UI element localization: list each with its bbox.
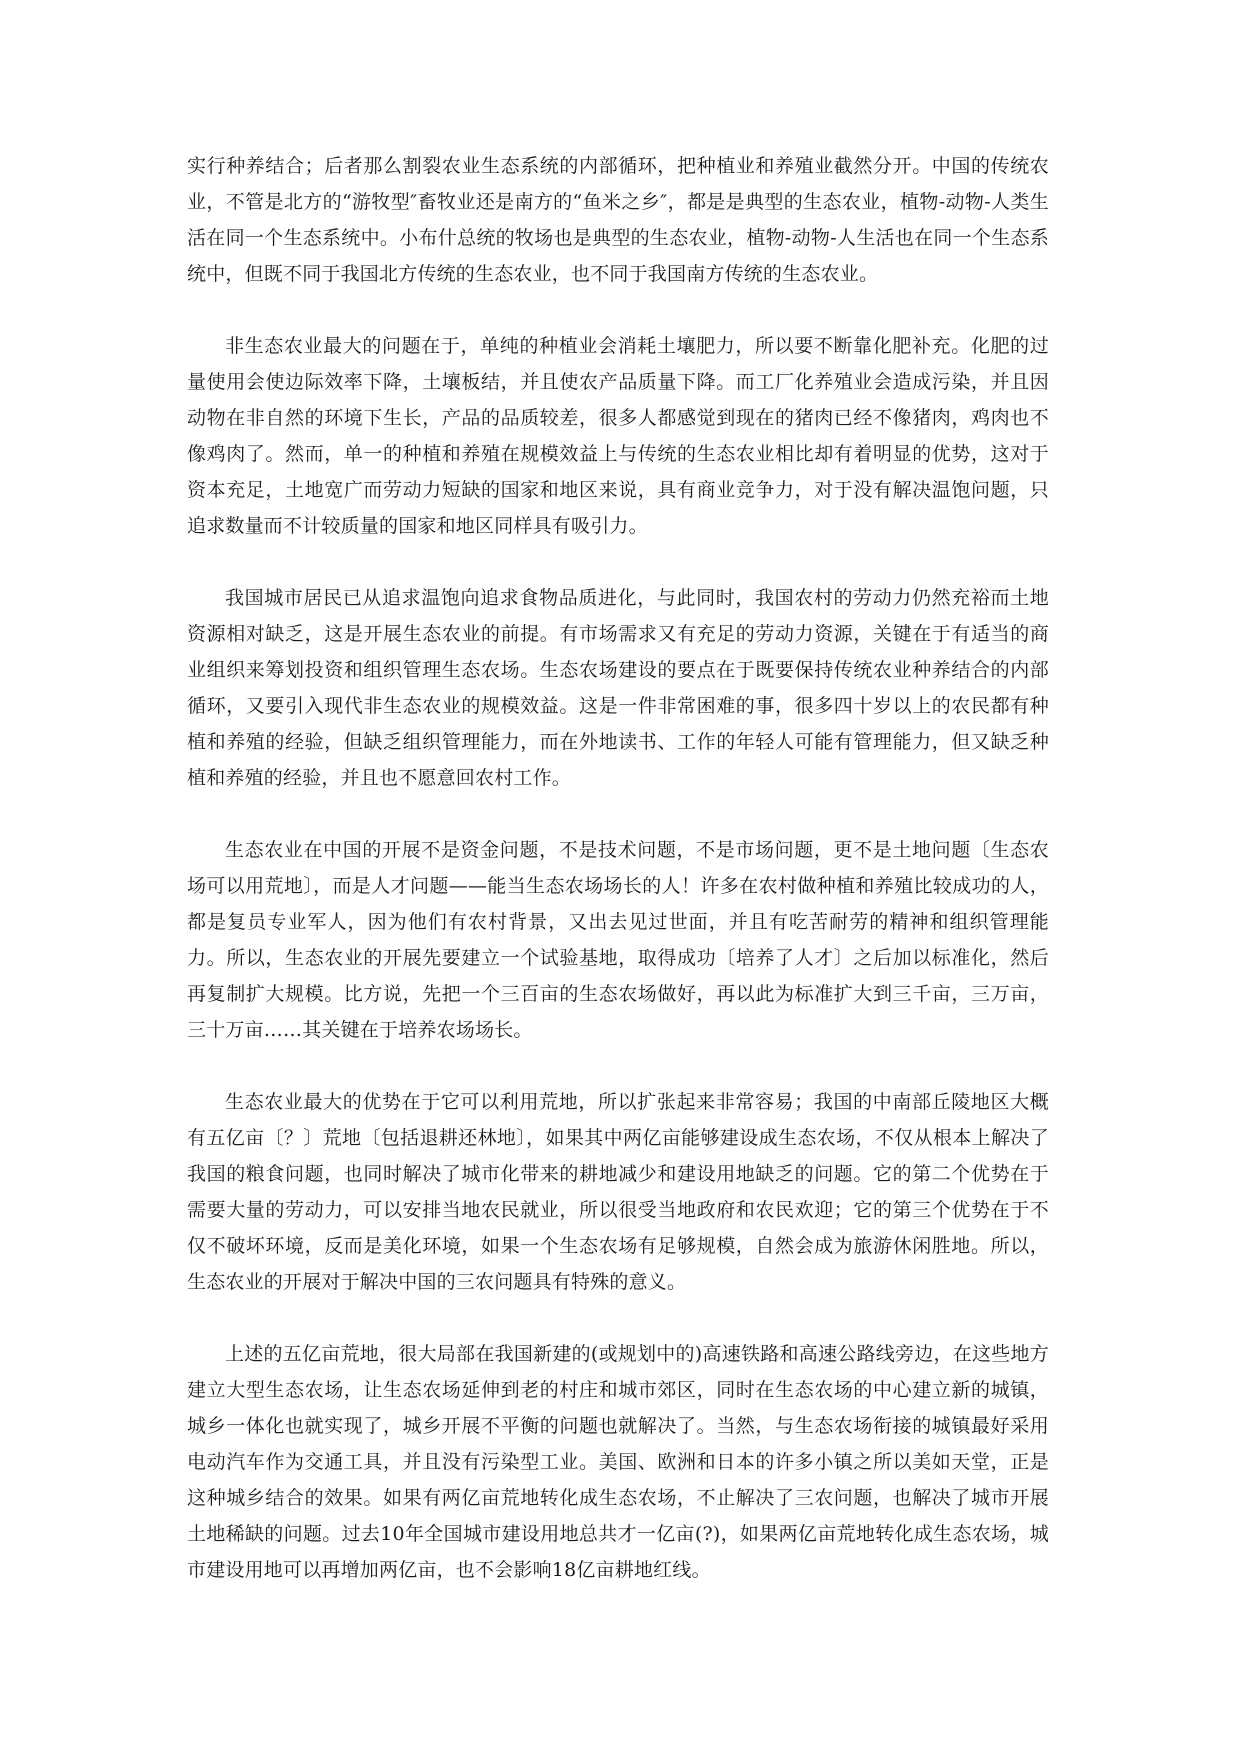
- paragraph-5: 生态农业最大的优势在于它可以利用荒地，所以扩张起来非常容易；我国的中南部丘陵地区大概有五亿亩〔？〕荒地〔包括退耕还林地〕，如果其中两亿亩能够建设成生态农场，不仅从根本上解决了我国的粮食问题，也同时解决了城市化带来的耕地减少和建设用地缺乏的问题。它的第二个优势在于需要大量的劳动力，可以安排当地农民就业，所以很受当地政府和农民欢迎；它的第三个优势在于不仅不破坏环境，反而是美化环境，如果一个生态农场有足够规模，自然会成为旅游休闲胜地。所以，生态农业的开展对于解决中国的三农问题具有特殊的意义。: [187, 1091, 1049, 1293]
- paragraph-4: 生态农业在中国的开展不是资金问题，不是技术问题，不是市场问题，更不是土地问题〔生态农场可以用荒地〕，而是人才问题——能当生态农场场长的人！许多在农村做种植和养殖比较成功的人，都是复员专业军人，因为他们有农村背景，又出去见过世面，并且有吃苦耐劳的精神和组织管理能力。所以，生态农业的开展先要建立一个试验基地，取得成功〔培养了人才〕之后加以标准化，然后再复制扩大规模。比方说，先把一个三百亩的生态农场做好，再以此为标准扩大到三千亩，三万亩，三十万亩……其关键在于培养农场场长。: [187, 839, 1049, 1041]
- paragraph-3: 我国城市居民已从追求温饱向追求食物品质进化，与此同时，我国农村的劳动力仍然充裕而土地资源相对缺乏，这是开展生态农业的前提。有市场需求又有充足的劳动力资源，关键在于有适当的商业组织来筹划投资和组织管理生态农场。生态农场建设的要点在于既要保持传统农业种养结合的内部循环，又要引入现代非生态农业的规模效益。这是一件非常困难的事，很多四十岁以上的农民都有种植和养殖的经验，但缺乏组织管理能力，而在外地读书、工作的年轻人可能有管理能力，但又缺乏种植和养殖的经验，并且也不愿意回农村工作。: [187, 587, 1049, 789]
- paragraph-1: 实行种养结合；后者那么割裂农业生态系统的内部循环，把种植业和养殖业截然分开。中国的传统农业，不管是北方的“游牧型″畜牧业还是南方的“鱼米之乡″，都是是典型的生态农业，植物-动物-人类生活在同一个生态系统中。小布什总统的牧场也是典型的生态农业，植物-动物-人生活也在同一个生态系统中，但既不同于我国北方传统的生态农业，也不同于我国南方传统的生态农业。: [187, 155, 1049, 285]
- paragraph-6: 上述的五亿亩荒地，很大局部在我国新建的(或规划中的)高速铁路和高速公路线旁边，在这些地方建立大型生态农场，让生态农场延伸到老的村庄和城市郊区，同时在生态农场的中心建立新的城镇，城乡一体化也就实现了，城乡开展不平衡的问题也就解决了。当然，与生态农场衔接的城镇最好采用电动汽车作为交通工具，并且没有污染型工业。美国、欧洲和日本的许多小镇之所以美如天堂，正是这种城乡结合的效果。如果有两亿亩荒地转化成生态农场，不止解决了三农问题，也解决了城市开展土地稀缺的问题。过去10年全国城市建设用地总共才一亿亩(?)，如果两亿亩荒地转化成生态农场，城市建设用地可以再增加两亿亩，也不会影响18亿亩耕地红线。: [187, 1343, 1049, 1581]
- document-body: [187, 148, 1049, 1624]
- paragraph-2: 非生态农业最大的问题在于，单纯的种植业会消耗土壤肥力，所以要不断靠化肥补充。化肥的过量使用会使边际效率下降，土壤板结，并且使农产品质量下降。而工厂化养殖业会造成污染，并且因动物在非自然的环境下生长，产品的品质较差，很多人都感觉到现在的猪肉已经不像猪肉，鸡肉也不像鸡肉了。然而，单一的种植和养殖在规模效益上与传统的生态农业相比却有着明显的优势，这对于资本充足，土地宽广而劳动力短缺的国家和地区来说，具有商业竞争力，对于没有解决温饱问题，只追求数量而不计较质量的国家和地区同样具有吸引力。: [187, 335, 1049, 537]
